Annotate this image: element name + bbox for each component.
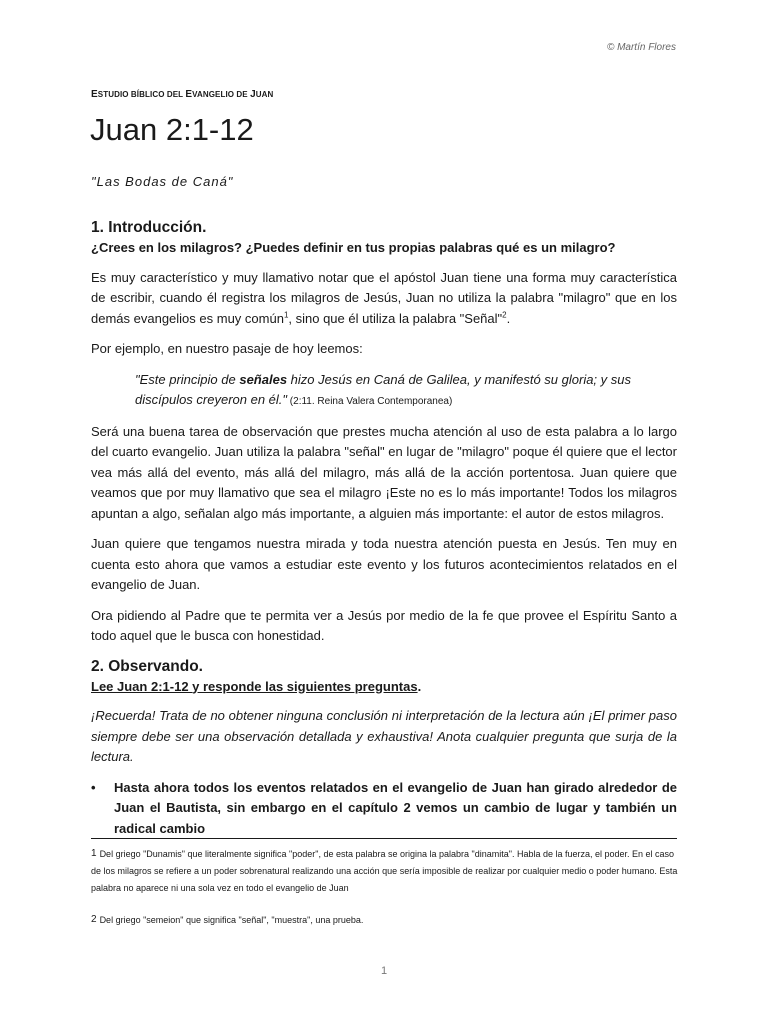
section-heading-observando: 2. Observando. <box>91 657 203 675</box>
series-part: J <box>250 89 256 100</box>
bullet-icon: • <box>91 779 96 795</box>
observe-instruction <box>91 677 677 698</box>
intro-paragraph-5: Ora pidiendo al Padre que te permita ver a Jesús por medio de la fe que provee el Espíritu Santo a todo aquel que le busca con honestidad. <box>91 607 677 643</box>
footnote-divider <box>91 838 677 839</box>
intro-question: ¿Crees en los milagros? ¿Puedes definir en tus propias palabras qué es un milagro? <box>91 240 616 255</box>
footnote-2 <box>91 911 681 929</box>
text-run: , sino que él utiliza la palabra "Señal" <box>288 310 503 326</box>
main-content <box>91 218 677 839</box>
footnotes <box>91 845 681 943</box>
series-part: VANGELIO DE <box>192 90 251 99</box>
footnote-number: 2 <box>91 914 97 925</box>
series-part: UAN <box>255 90 274 99</box>
page-number: 1 <box>380 965 388 977</box>
list-item <box>91 778 677 840</box>
quote-emphasis: señales <box>239 371 288 387</box>
page-title: Juan 2:1-12 <box>90 112 254 147</box>
intro-paragraph-3: Será una buena tarea de observación que prestes mucha atención al uso de esta palabra a lo largo del cuarto evangelio. Juan utiliza la palabra "señal" en lugar de "milagro" poque él quiere que el lector vea más allá del evento, más allá del milagro, más allá de la acción portentosa. Juan quiere que veamos que por muy llamativo que sea el milagro ¡Este no es lo más importante! Todos los milagros apuntan a algo, señalan algo más importante, a alguien más importante: el autor de estos milagros. <box>91 423 677 521</box>
footnote-text: Del griego "semeion" que significa "señal", "muestra", una prueba. <box>99 915 364 925</box>
instruction-text: Lee Juan 2:1-12 y responde las siguientes preguntas <box>91 678 418 694</box>
text-run: . <box>506 310 511 326</box>
text-run: Es muy característico y muy llamativo notar que el apóstol Juan tiene una forma muy característica de escribir, cuando él registra los milagros de Jesús, Juan no utiliza la palabra "milagro" que en los demás evangelios es muy común <box>91 269 677 326</box>
observe-reminder: ¡Recuerda! Trata de no obtener ninguna conclusión ni interpretación de la lectura aún ¡El primer paso siempre debe ser una observación detallada y exhaustiva! Anota cualquier pregunta que surja de la lectura. <box>91 708 677 764</box>
intro-paragraph-1 <box>91 268 677 330</box>
intro-paragraph-4: Juan quiere que tengamos nuestra mirada y toda nuestra atención puesta en Jesús. Ten muy en cuenta esto ahora que vamos a estudiar este evento y los futuros acontecimientos relatados en el evangelio de Juan. <box>91 536 677 592</box>
series-part: E <box>185 89 193 100</box>
quote-text: "Este principio de <box>135 371 240 387</box>
bible-quote <box>135 370 677 413</box>
footnote-1 <box>91 845 681 897</box>
quote-text: hizo Jesús en Caná de Galilea, y manifestó su gloria; y sus discípulos creyeron en él." <box>135 371 632 407</box>
footnote-ref-2[interactable]: 2 <box>502 310 507 320</box>
series-part: STUDIO BÍBLICO DEL <box>97 90 186 99</box>
footnote-ref-1[interactable]: 1 <box>283 310 289 320</box>
page-subtitle: "Las Bodas de Caná" <box>91 174 234 189</box>
quote-reference: (2:11. Reina Valera Contemporanea) <box>287 396 453 407</box>
list-item-text: Hasta ahora todos los eventos relatados en el evangelio de Juan han girado alrededor de Juan el Bautista, sin embargo en el capítulo 2 vemos un cambio de lugar y también un radical cambio <box>114 779 677 836</box>
copyright-notice: © Martín Flores <box>606 42 676 53</box>
series-title <box>91 89 273 100</box>
intro-paragraph-2: Por ejemplo, en nuestro pasaje de hoy leemos: <box>91 341 363 356</box>
footnote-number: 1 <box>91 848 97 859</box>
footnote-text: Del griego "Dunamis" que literalmente significa "poder", de esta palabra se origina la palabra "dinamita". Habla de la fuerza, el poder. En el caso de los milagros se refiere a un poder sobrenatural realizando una acción que sería imposible de realizar por cualquier medio o poder humano. Esta palabra no aparece ni una sola vez en todo el evangelio de Juan <box>91 849 678 893</box>
instruction-period: . <box>417 678 422 694</box>
section-heading-introduccion: 1. Introducción. <box>91 219 207 236</box>
series-part: E <box>91 89 98 100</box>
